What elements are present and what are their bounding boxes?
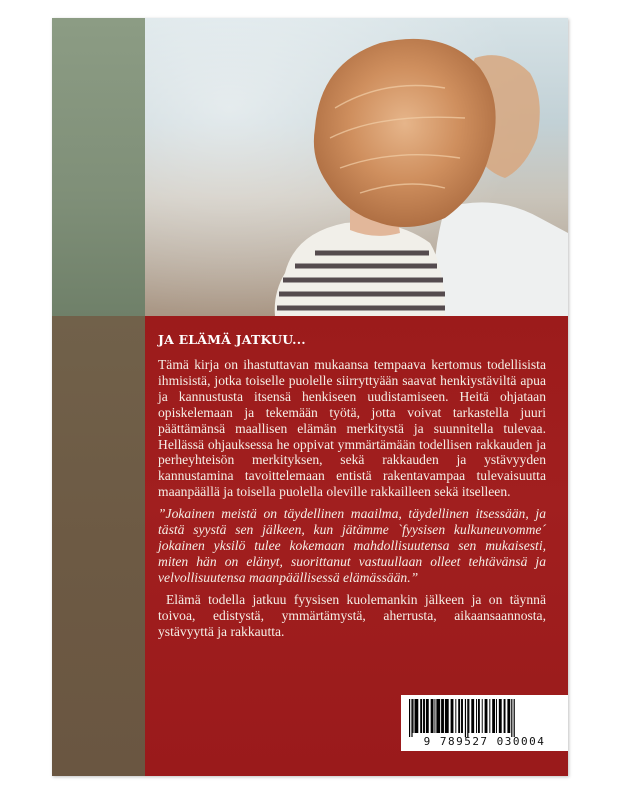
- barcode-bar: [415, 699, 419, 733]
- barcode-bar: [514, 699, 515, 737]
- barcode-bar: [451, 699, 454, 733]
- barcode-bar: [441, 699, 444, 733]
- barcode-number: 9 789527 030004: [423, 735, 546, 748]
- barcode-bar: [423, 699, 425, 733]
- blurb-paragraph-1: Tämä kirja on ihastuttavan mukaansa tempaava kertomus todellisista ihmisistä, jotka toiselle puolelle siirryttyään saavat henkiystäviltä apua ja kannustusta itsensä henkiseen uudistamiseen. Heitä ohjataan opiskelemaan ja tekemään työtä, jotta voivat tarkastella juuri päättämänsä maallisen elämän merkitystä ja suunnitella tulevaa. Hellässä ohjauksessa he oppivat ymmärtämään todellisen rakkauden ja perheyhteisön merkityksen, sekä rakkauden ja ystävyyden kannustamina tavoittelemaan entistä rakentavampaa tulevaisuutta maanpäällä ja toisella puolella oleville rakkailleen sekä itselleen.: [158, 357, 546, 500]
- blurb-heading: JA ELÄMÄ JATKUU...: [158, 332, 306, 347]
- barcode-bar: [482, 699, 483, 733]
- barcode-bar: [476, 699, 477, 733]
- blurb-text-block: [158, 332, 546, 639]
- barcode-bar: [458, 699, 460, 733]
- green-side-strip: [52, 18, 145, 316]
- barcode-bar: [489, 699, 490, 733]
- barcode-bar: [426, 699, 429, 733]
- embracing-couple-illustration: [145, 18, 568, 316]
- olive-side-strip: [52, 316, 145, 776]
- blurb-paragraph-2: Elämä todella jatkuu fyysisen kuolemankin jälkeen ja on täynnä toivoa, edistystä, ymmärtämystä, aherrusta, aikaansaannosta, ystävyyttä ja rakkautta.: [158, 591, 546, 639]
- blurb-quote: ”Jokainen meistä on täydellinen maailma, täydellinen itsessään, ja tästä syystä sen jälkeen, kun jätämme `fyysisen kulkuneuvomme´ jokainen yksilö tulee kokemaan mahdollisuutensa sen mukaisesti, miten hän on elänyt, suorittanut vastuullaan olleet tehtävänsä ja velvollisuutensa maanpäällisessä elämässään.”: [158, 506, 546, 585]
- barcode-bar: [420, 699, 422, 733]
- barcode-bar: [467, 699, 468, 737]
- barcode-bar: [478, 699, 480, 733]
- barcode-bar: [492, 699, 495, 733]
- barcode-bar: [468, 699, 469, 733]
- barcode-bar: [496, 699, 497, 733]
- barcode-bar: [411, 699, 412, 737]
- barcode-bar: [434, 699, 435, 733]
- barcode-bar: [511, 699, 512, 737]
- barcode: [401, 695, 568, 751]
- barcode-bar: [504, 699, 506, 733]
- cover-photo: [145, 18, 568, 316]
- barcode-bar: [455, 699, 456, 733]
- barcode-bar: [445, 699, 449, 733]
- barcode-bar: [499, 699, 502, 733]
- barcode-bar: [436, 699, 440, 733]
- barcode-bar: [409, 699, 410, 737]
- book-back-cover: [52, 18, 568, 776]
- barcode-bar: [413, 699, 414, 733]
- barcode-bars: [407, 699, 561, 737]
- barcode-bar: [485, 699, 488, 733]
- barcode-bar: [461, 699, 463, 733]
- barcode-bar: [507, 699, 510, 733]
- barcode-bar: [465, 699, 466, 737]
- barcode-bar: [471, 699, 474, 733]
- barcode-bar: [431, 699, 434, 733]
